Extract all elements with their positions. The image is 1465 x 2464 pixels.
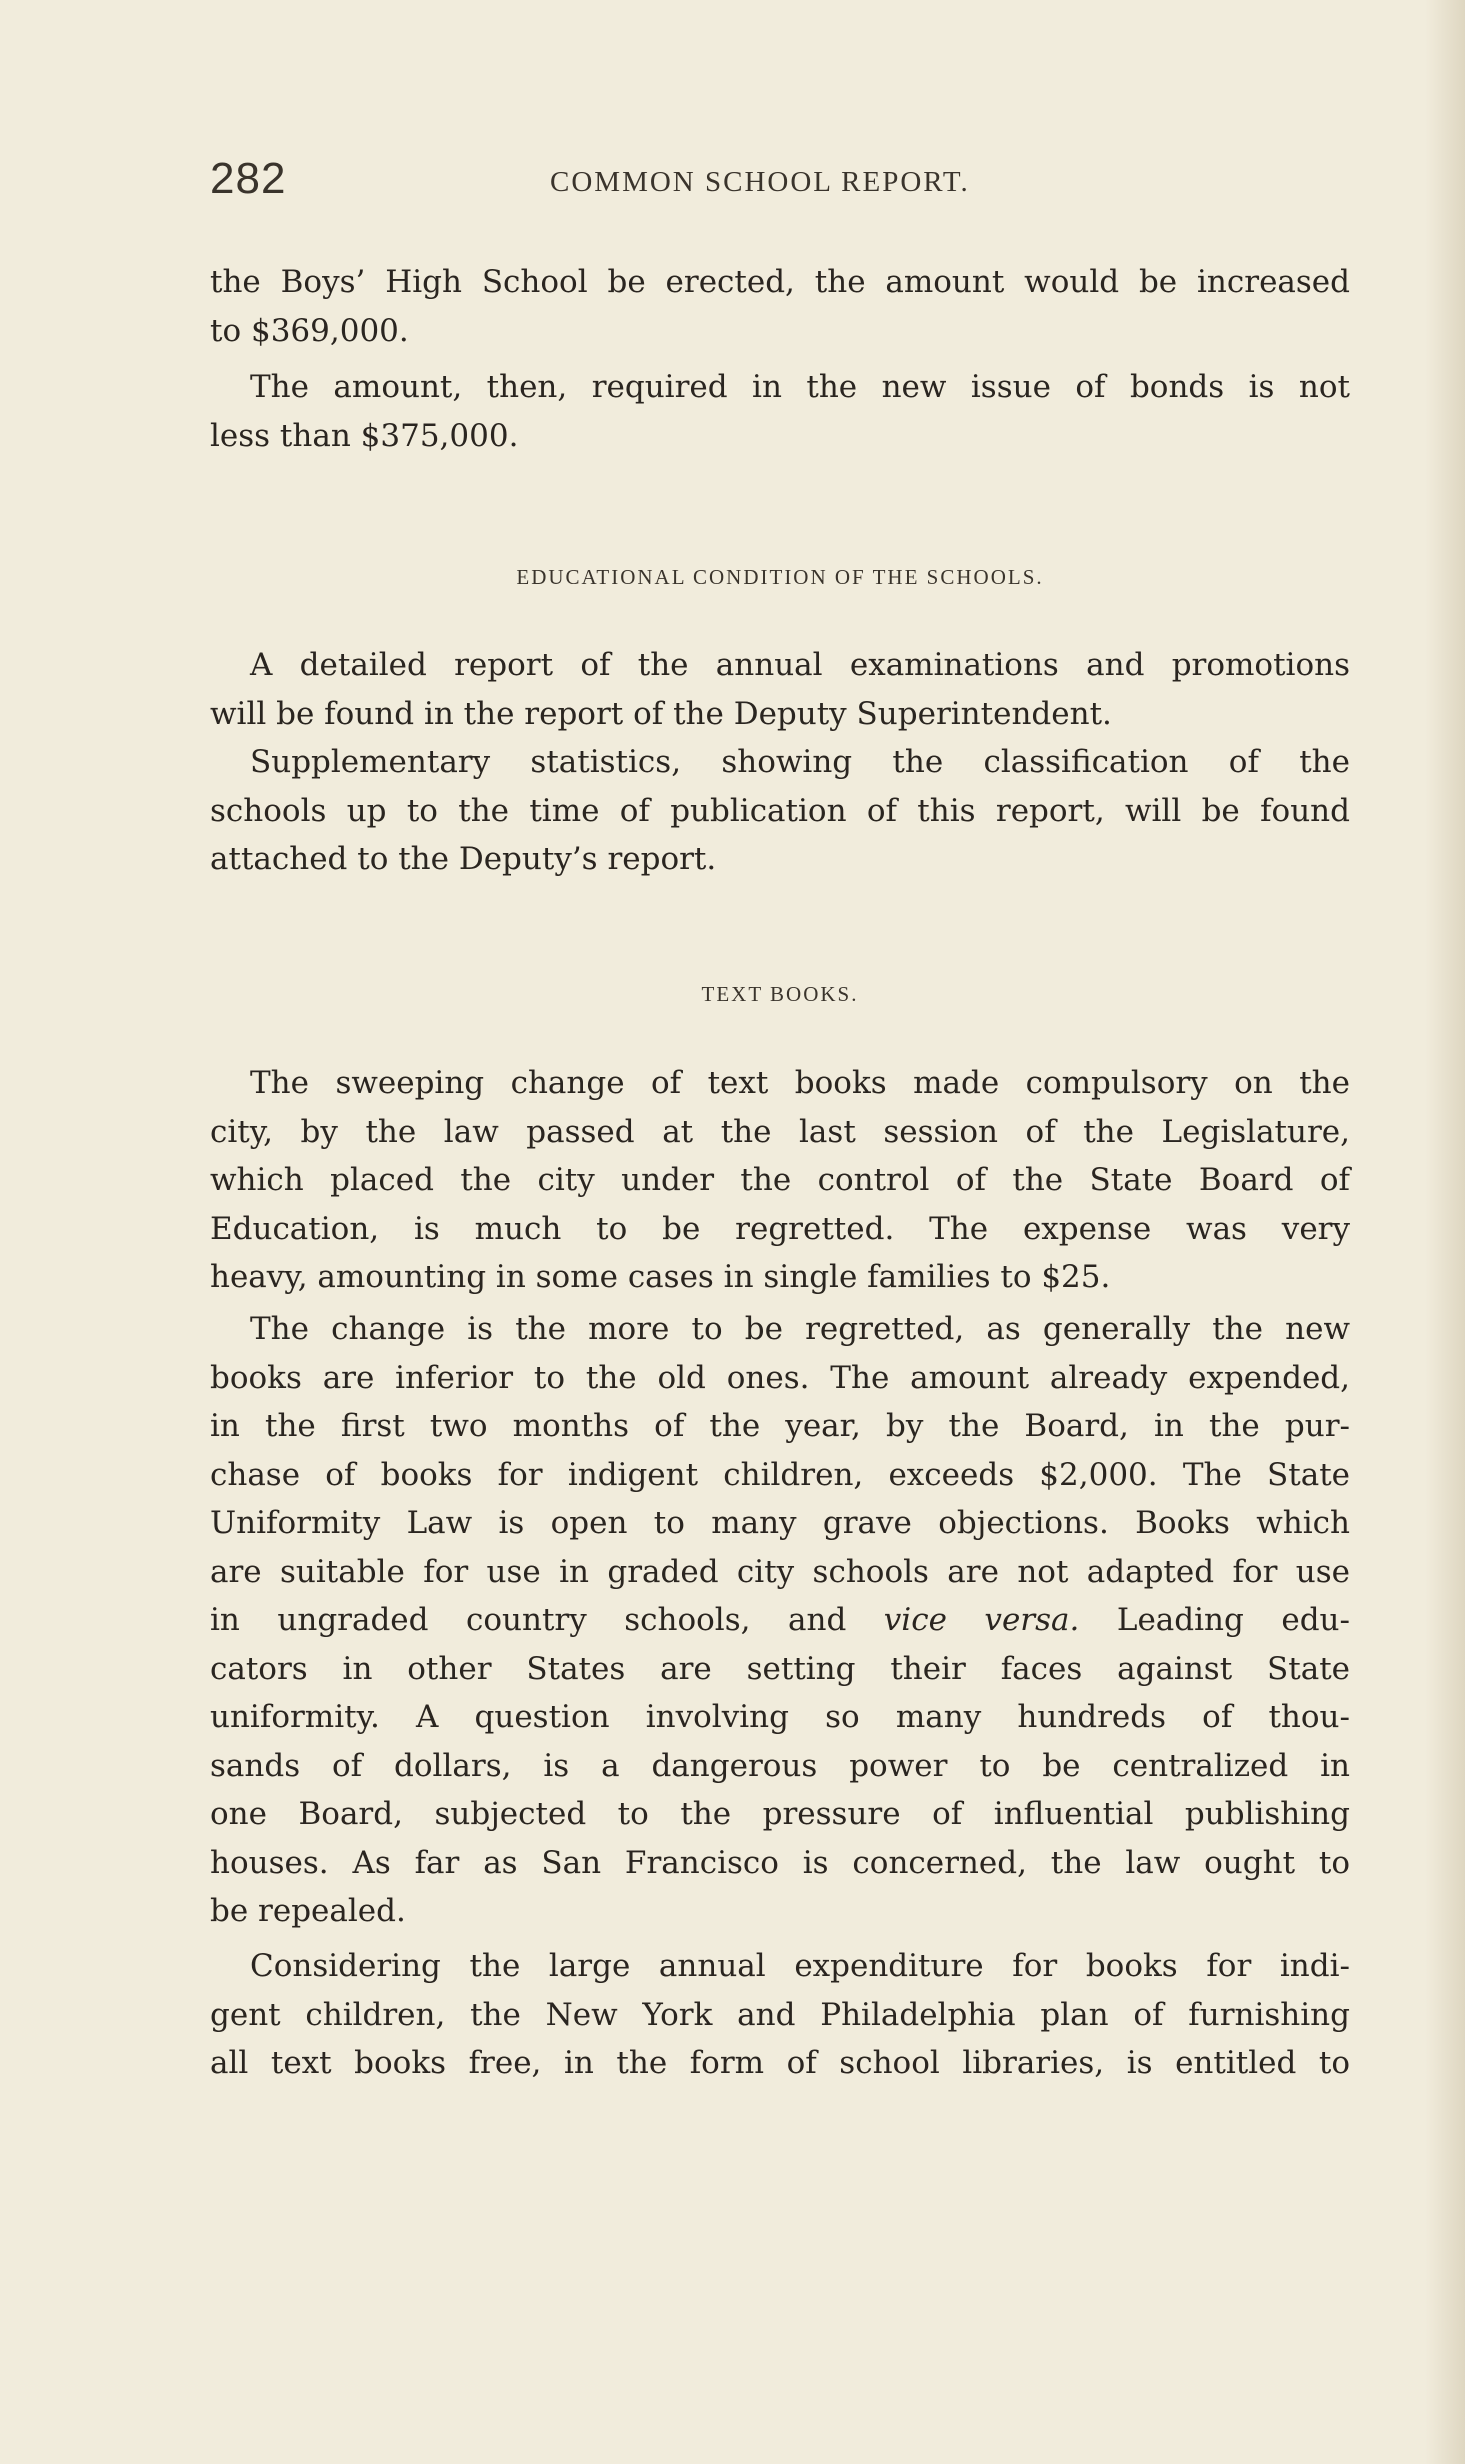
- text-line: books are inferior to the old ones. The amount already expended,: [210, 1359, 1350, 1396]
- text-line: sands of dollars, is a dangerous power to be centralized in: [210, 1747, 1350, 1784]
- paragraph-sweeping-change: [210, 1059, 1350, 1302]
- text-line: all text books free, in the form of school libraries, is entitled to: [210, 2045, 1350, 2081]
- text-line: attached to the Deputy’s report.: [210, 841, 717, 877]
- text-line: Considering the large annual expenditure for books for indi-: [250, 1948, 1350, 1984]
- text-line: city, by the law passed at the last session of the Legislature,: [210, 1113, 1350, 1150]
- paragraph-free-text-books: [210, 1942, 1350, 2088]
- section-heading-educational-condition: EDUCATIONAL CONDITION OF THE SCHOOLS.: [516, 565, 1044, 589]
- paragraph-bonds-required: [210, 363, 1350, 460]
- running-head: COMMON SCHOOL REPORT.: [550, 166, 970, 198]
- italic-phrase: vice versa.: [883, 1602, 1080, 1638]
- text-line: chase of books for indigent children, exceeds $2,000. The State: [210, 1456, 1350, 1493]
- paragraph-bonds-increase: [210, 258, 1350, 355]
- paragraph-supplementary-statistics: [210, 738, 1350, 884]
- text-line: heavy, amounting in some cases in single families to $25.: [210, 1259, 1111, 1295]
- text-line: which placed the city under the control of the State Board of: [210, 1162, 1350, 1198]
- text-line: will be found in the report of the Deputy Superintendent.: [210, 695, 1112, 732]
- paragraph-examinations-report: [210, 641, 1350, 738]
- text-line: Uniformity Law is open to many grave objections. Books which: [210, 1505, 1350, 1541]
- text-line: Supplementary statistics, showing the classification of the: [250, 744, 1350, 780]
- text-line: The sweeping change of text books made compulsory on the: [250, 1065, 1350, 1101]
- text-line: A detailed report of the annual examinations and promotions: [250, 647, 1350, 683]
- paragraph-uniformity-law: [210, 1305, 1350, 1936]
- section-heading-text-books: TEXT BOOKS.: [701, 982, 859, 1006]
- text-line: gent children, the New York and Philadelphia plan of furnishing: [210, 1996, 1350, 2033]
- text-line: in the first two months of the year, by the Board, in the pur-: [210, 1408, 1350, 1444]
- page-header: [210, 150, 1350, 210]
- text-line: are suitable for use in graded city schools are not adapted for use: [210, 1553, 1350, 1590]
- text-line: The change is the more to be regretted, as generally the new: [250, 1311, 1350, 1347]
- text-segment: in ungraded country schools, and: [210, 1602, 884, 1638]
- page-number: 282: [210, 154, 287, 203]
- text-line: less than $375,000.: [210, 417, 519, 454]
- text-line: houses. As far as San Francisco is concerned, the law ought to: [210, 1844, 1350, 1881]
- text-line: one Board, subjected to the pressure of influential publishing: [210, 1796, 1350, 1832]
- text-line: uniformity. A question involving so many hundreds of thou-: [210, 1699, 1350, 1735]
- text-segment: Leading edu-: [1079, 1602, 1350, 1638]
- text-line: be repealed.: [210, 1893, 406, 1929]
- text-line-with-italic: [210, 1596, 1350, 1645]
- text-line: to $369,000.: [210, 312, 409, 349]
- text-line: cators in other States are setting their faces against State: [210, 1650, 1350, 1687]
- text-line: the Boys’ High School be erected, the amount would be increased: [210, 264, 1350, 300]
- text-line: Education, is much to be regretted. The expense was very: [210, 1210, 1350, 1247]
- text-line: The amount, then, required in the new issue of bonds is not: [250, 369, 1350, 405]
- page-edge-shadow: [1425, 0, 1465, 2464]
- text-line: schools up to the time of publication of this report, will be found: [210, 792, 1350, 829]
